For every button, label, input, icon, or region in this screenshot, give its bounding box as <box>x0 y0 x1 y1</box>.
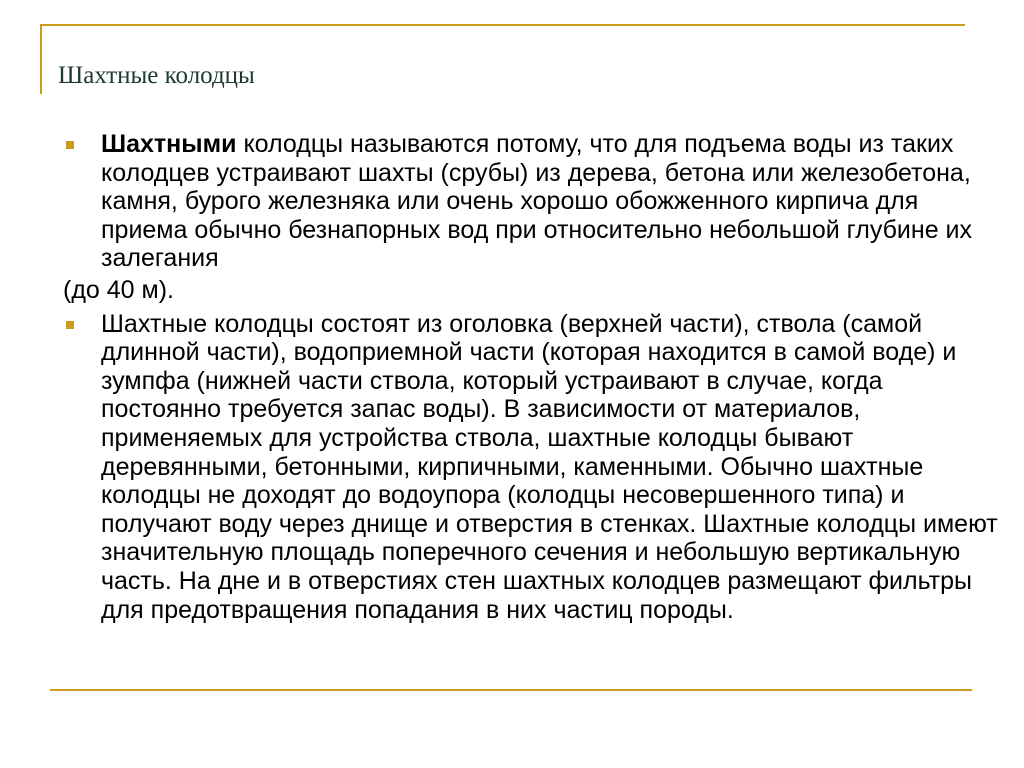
square-bullet-icon <box>66 141 74 149</box>
bullet-item-1 <box>63 130 998 273</box>
continuation-line: (до 40 м). <box>63 275 174 304</box>
top-rule <box>40 24 965 26</box>
bullet-item-1-body: колодцы называются потому, что для подъема воды из таких колодцев устраивают шахты (срубы) из дерева, бетона или железобетона, камня, бурого железняка или очень хорошо обожженного кирпича для приема обычно безнапорных вод при относительно небольшой глубине их залегания <box>101 130 973 273</box>
left-rule <box>40 24 42 94</box>
square-bullet-icon <box>66 321 74 329</box>
bullet-item-2 <box>63 310 998 625</box>
bullet-item-2-text: Шахтные колодцы состоят из оголовка (верхней части), ствола (самой длинной части), водоприемной части (которая находится в самой воде) и зумпфа (нижней части ствола, который устраивают в случае, когда постоянно требуется запас воды). В зависимости от материалов, применяемых для устройства ствола, шахтные колодцы бывают деревянными, бетонными, кирпичными, каменными. Обычно шахтные колодцы не доходят до водоупора (колодцы несовершенного типа) и получают воду через днище и отверстия в стенках. Шахтные колодцы имеют значительную площадь поперечного сечения и небольшую вертикальную часть. На дне и в отверстиях стен шахтных колодцев размещают фильтры для предотвращения попадания в них частиц породы. <box>101 309 998 624</box>
bottom-rule <box>50 689 972 691</box>
slide-body <box>63 130 998 624</box>
slide-title: Шахтные колодцы <box>58 62 255 89</box>
bullet-item-1-text <box>101 130 998 273</box>
bullet-item-1-lead: Шахтными <box>101 130 237 158</box>
